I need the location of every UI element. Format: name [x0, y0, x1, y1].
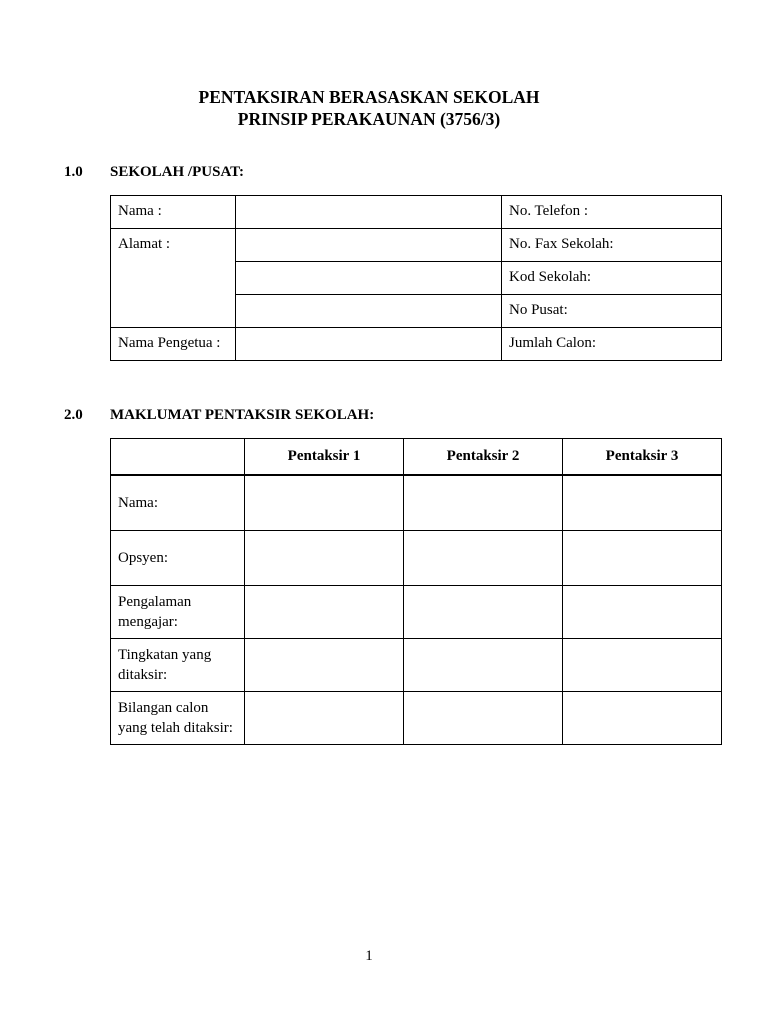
section-2-number: 2.0: [64, 407, 83, 423]
row-label-text: Opsyen:: [118, 549, 168, 566]
row-label-text-line-1: Tingkatan yang: [118, 646, 212, 663]
assessor-info-table: [110, 438, 722, 745]
section-1-heading: [64, 164, 244, 181]
table-row: [111, 638, 722, 691]
field-nama-p3[interactable]: [563, 475, 722, 530]
row-label-nama: [111, 475, 245, 530]
field-nama[interactable]: [236, 196, 502, 229]
table-row: [111, 691, 722, 744]
row-label-text-line-2: ditaksir:: [118, 666, 168, 683]
label-no-pusat: No Pusat:: [502, 295, 722, 328]
field-nama-p2[interactable]: [404, 475, 563, 530]
row-label-text-line-1: Bilangan calon: [118, 699, 209, 716]
field-nama-p1[interactable]: [245, 475, 404, 530]
row-label-opsyen: [111, 530, 245, 585]
field-opsyen-p3[interactable]: [563, 530, 722, 585]
label-alamat: Alamat :: [111, 229, 236, 328]
header-pentaksir-3: Pentaksir 3: [563, 439, 722, 476]
document-title: [0, 86, 738, 130]
field-tingkatan-p3[interactable]: [563, 638, 722, 691]
field-alamat-3[interactable]: [236, 295, 502, 328]
header-pentaksir-1: Pentaksir 1: [245, 439, 404, 476]
label-jumlah-calon: Jumlah Calon:: [502, 328, 722, 361]
header-pentaksir-2: Pentaksir 2: [404, 439, 563, 476]
field-bilangan-p3[interactable]: [563, 691, 722, 744]
field-tingkatan-p2[interactable]: [404, 638, 563, 691]
label-fax: No. Fax Sekolah:: [502, 229, 722, 262]
section-2-title: MAKLUMAT PENTAKSIR SEKOLAH:: [110, 407, 375, 423]
field-pengalaman-p3[interactable]: [563, 585, 722, 638]
field-nama-pengetua[interactable]: [236, 328, 502, 361]
title-line-2: PRINSIP PERAKAUNAN (3756/3): [237, 109, 501, 129]
row-label-bilangan: [111, 691, 245, 744]
label-nama-pengetua: Nama Pengetua :: [111, 328, 236, 361]
school-info-table: [110, 195, 722, 361]
field-pengalaman-p1[interactable]: [245, 585, 404, 638]
row-label-text-line-2: mengajar:: [118, 613, 178, 630]
section-1-number: 1.0: [64, 164, 83, 180]
field-alamat-2[interactable]: [236, 262, 502, 295]
label-telefon: No. Telefon :: [502, 196, 722, 229]
row-label-tingkatan: [111, 638, 245, 691]
field-bilangan-p1[interactable]: [245, 691, 404, 744]
title-line-1: PENTAKSIRAN BERASASKAN SEKOLAH: [198, 87, 540, 107]
row-label-text: Nama:: [118, 494, 158, 511]
assessor-header-row: [111, 439, 722, 476]
row-label-text-line-2: yang telah ditaksir:: [118, 719, 233, 736]
field-tingkatan-p1[interactable]: [245, 638, 404, 691]
label-nama: Nama :: [111, 196, 236, 229]
section-1-title: SEKOLAH /PUSAT:: [110, 164, 245, 180]
field-opsyen-p1[interactable]: [245, 530, 404, 585]
table-row: [111, 530, 722, 585]
table-row: [111, 475, 722, 530]
table-row: [111, 585, 722, 638]
row-label-pengalaman: [111, 585, 245, 638]
label-kod-sekolah: Kod Sekolah:: [502, 262, 722, 295]
field-alamat-1[interactable]: [236, 229, 502, 262]
page-number: 1: [365, 948, 373, 964]
row-label-text-line-1: Pengalaman: [118, 593, 192, 610]
field-pengalaman-p2[interactable]: [404, 585, 563, 638]
field-opsyen-p2[interactable]: [404, 530, 563, 585]
field-bilangan-p2[interactable]: [404, 691, 563, 744]
section-2-heading: [64, 407, 374, 424]
header-empty-cell: [111, 439, 245, 476]
